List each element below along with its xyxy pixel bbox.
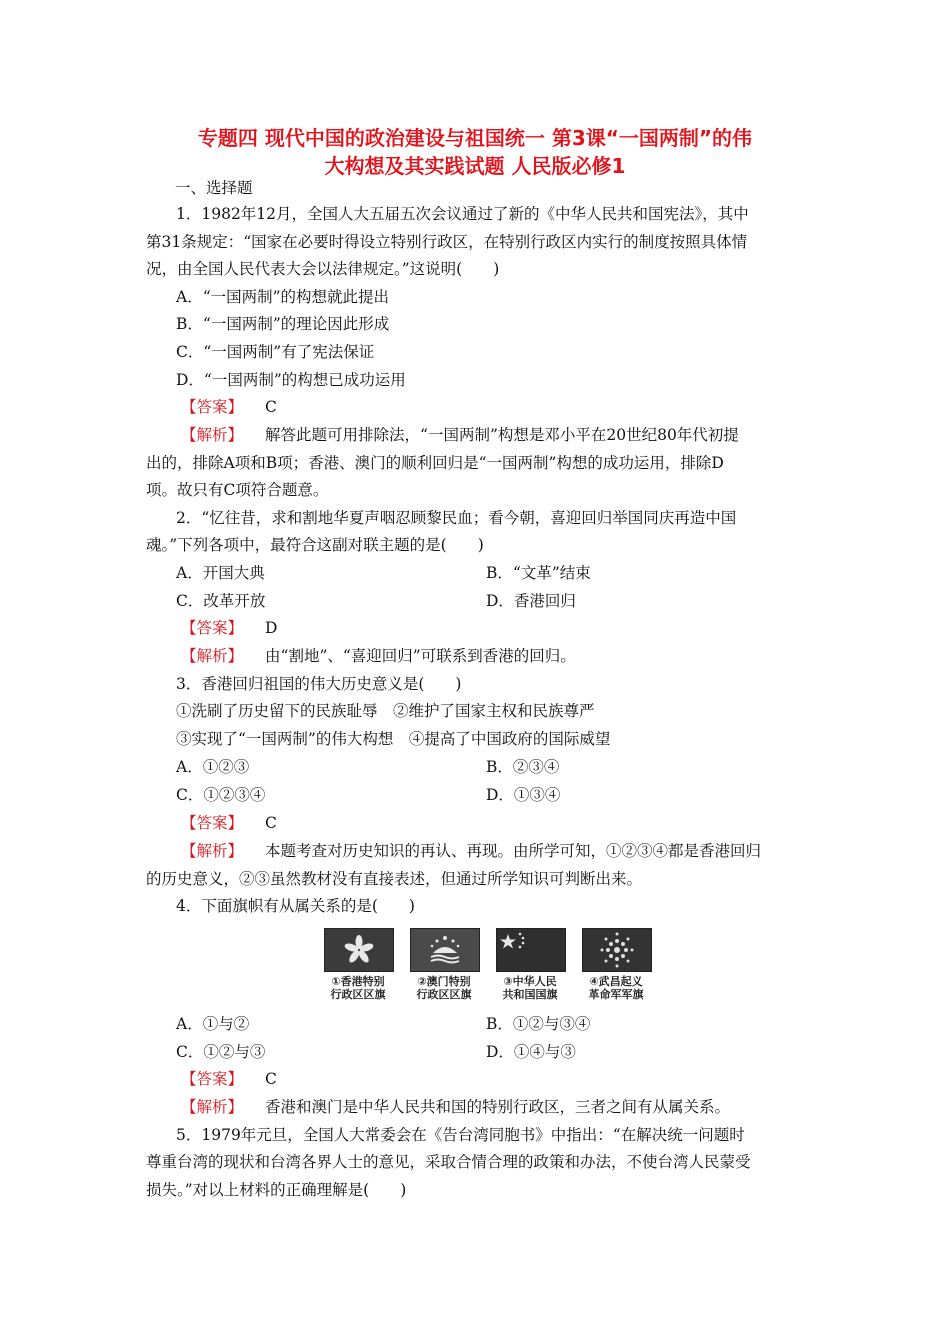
q1-answer — [181, 397, 277, 417]
flag-caption-line1: ①香港特别 — [331, 975, 385, 988]
q3-statement-line1: ①洗刷了历史留下的民族耻辱 ②维护了国家主权和民族尊严 — [176, 702, 595, 720]
flag-caption-line2: 革命军军旗 — [588, 988, 644, 1001]
q3-analysis-text: 本题考查对历史知识的再认、再现。由所学可知，①②③④都是香港回归 — [265, 842, 762, 860]
q4-option-b: B．①②与③④ — [486, 1015, 591, 1033]
flag-caption-line2: 行政区区旗 — [330, 988, 386, 1001]
flag-prc — [496, 928, 564, 1001]
q3-option-a: A．①②③ — [176, 758, 250, 776]
q4-option-c: C．①②与③ — [176, 1043, 266, 1061]
flag-caption-line1: ④武昌起义 — [589, 975, 643, 988]
q1-analysis-line1 — [181, 425, 739, 445]
q1-option-b: B．“一国两制”的理论因此形成 — [176, 315, 390, 333]
q2-analysis-line1 — [181, 646, 576, 666]
flag-caption — [324, 975, 392, 1001]
q2-stem-line2: 魂。”下列各项中，最符合这副对联主题的是( ) — [146, 536, 484, 554]
analysis-tag: 【解析】 — [181, 842, 244, 860]
q4-stem-line1: 4．下面旗帜有从属关系的是( ) — [176, 897, 415, 915]
q3-answer — [181, 813, 277, 833]
flag-caption — [496, 975, 564, 1001]
q2-option-b: B．“文革”结束 — [486, 564, 591, 582]
answer-tag: 【答案】 — [181, 1070, 244, 1088]
q1-option-d: D．“一国两制”的构想已成功运用 — [176, 371, 406, 389]
answer-tag: 【答案】 — [181, 814, 244, 832]
analysis-tag: 【解析】 — [181, 647, 244, 665]
q4-answer-value: C — [265, 1070, 277, 1088]
flag-caption-line2: 共和国国旗 — [502, 988, 558, 1001]
q2-option-d: D．香港回归 — [486, 592, 576, 610]
answer-tag: 【答案】 — [181, 398, 244, 416]
flag-macau — [410, 928, 478, 1001]
q3-stem-line1: 3．香港回归祖国的伟大历史意义是( ) — [176, 675, 462, 693]
flags-figure — [324, 928, 644, 1008]
q4-answer — [181, 1069, 277, 1089]
flag-caption — [410, 975, 478, 1001]
q1-answer-value: C — [265, 398, 277, 416]
q3-option-d: D．①③④ — [486, 786, 561, 804]
flag-caption-line1: ③中华人民 — [503, 975, 557, 988]
q1-analysis-line3: 项。故只有C项符合题意。 — [146, 481, 329, 499]
q3-option-b: B．②③④ — [486, 758, 560, 776]
q4-analysis-line1 — [181, 1097, 730, 1117]
flag-caption — [582, 975, 650, 1001]
q4-option-a: A．①与② — [176, 1015, 250, 1033]
q2-option-a: A．开国大典 — [176, 564, 265, 582]
flag-caption-line1: ②澳门特别 — [417, 975, 471, 988]
q2-stem-line1: 2．“忆往昔，求和割地华夏声咽忍顾黎民血；看今朝，喜迎回归举国同庆再造中国 — [176, 509, 737, 527]
q1-analysis-line2: 出的，排除A项和B项；香港、澳门的顺利回归是“一国两制”构想的成功运用，排除D — [146, 454, 724, 472]
flag-caption-line2: 行政区区旗 — [416, 988, 472, 1001]
q3-analysis-line1 — [181, 841, 761, 861]
q1-stem-line3: 况，由全国人民代表大会以法律规定。”这说明( ) — [146, 260, 500, 278]
flag-hong-kong — [324, 928, 392, 1001]
page-title-line1: 专题四 现代中国的政治建设与祖国统一 第3课“一国两制”的伟 — [197, 126, 753, 150]
q5-stem-line1: 5．1979年元旦，全国人大常委会在《告台湾同胞书》中指出：“在解决统一问题时 — [176, 1126, 745, 1144]
q5-stem-line3: 损失。”对以上材料的正确理解是( ) — [146, 1181, 407, 1199]
q4-analysis-text: 香港和澳门是中华人民共和国的特别行政区，三者之间有从属关系。 — [265, 1098, 731, 1116]
q1-analysis-text: 解答此题可用排除法，“一国两制”构想是邓小平在20世纪80年代初提 — [265, 426, 739, 444]
q2-answer-value: D — [265, 619, 278, 637]
q2-answer — [181, 618, 277, 638]
q5-stem-line2: 尊重台湾的现状和台湾各界人士的意见，采取合情合理的政策和办法，不使台湾人民蒙受 — [146, 1153, 751, 1171]
q3-option-c: C．①②③④ — [176, 786, 266, 804]
flag-wuchang-uprising — [582, 928, 650, 1001]
analysis-tag: 【解析】 — [181, 1098, 244, 1116]
prc-flag-image — [496, 928, 566, 972]
q3-answer-value: C — [265, 814, 277, 832]
q2-option-c: C．改革开放 — [176, 592, 266, 610]
q3-analysis-line2: 的历史意义，②③虽然教材没有直接表述，但通过所学知识可判断出来。 — [146, 870, 643, 888]
q1-option-a: A．“一国两制”的构想就此提出 — [176, 288, 390, 306]
q3-statement-line2: ③实现了“一国两制”的伟大构想 ④提高了中国政府的国际威望 — [176, 730, 611, 748]
section-heading: 一、选择题 — [175, 179, 253, 197]
macau-flag-image — [410, 928, 480, 972]
wuchang-flag-image — [582, 928, 652, 972]
q4-option-d: D．①④与③ — [486, 1043, 576, 1061]
hong-kong-flag-image — [324, 928, 394, 972]
analysis-tag: 【解析】 — [181, 426, 244, 444]
q2-analysis-text: 由“割地”、“喜迎回归”可联系到香港的回归。 — [265, 647, 576, 665]
answer-tag: 【答案】 — [181, 619, 244, 637]
q1-option-c: C．“一国两制”有了宪法保证 — [176, 343, 375, 361]
q1-stem-line1: 1．1982年12月，全国人大五届五次会议通过了新的《中华人民共和国宪法》，其中 — [176, 205, 749, 223]
q1-stem-line2: 第31条规定：“国家在必要时得设立特别行政区，在特别行政区内实行的制度按照具体情 — [146, 233, 748, 251]
page-title-line2: 大构想及其实践试题 人民版必修1 — [324, 154, 626, 178]
